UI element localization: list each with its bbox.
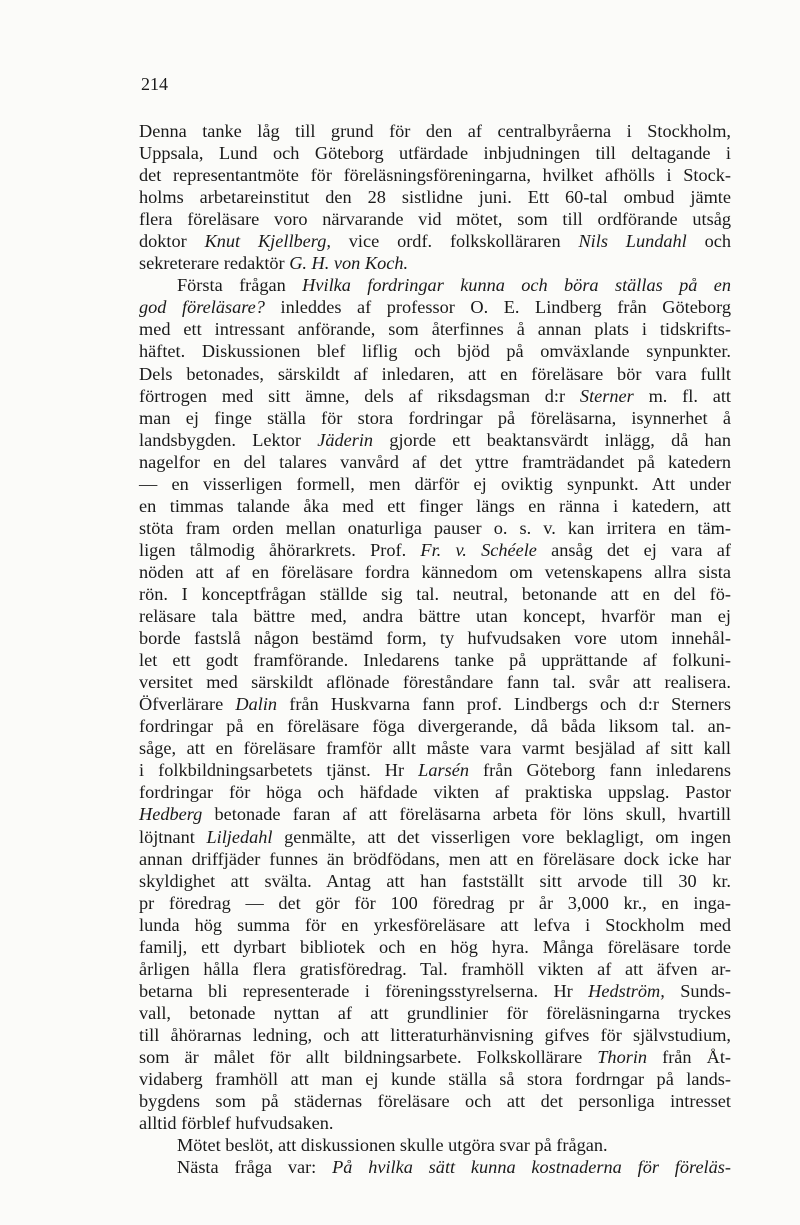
body-text [139, 120, 731, 1178]
text-line [139, 1134, 731, 1156]
text-segment: Dels betonades, särskildt af inledaren, att en föreläsare bör vara fullt [139, 363, 731, 384]
text-segment: som är målet för allt bildningsarbete. Folkskollärare [139, 1046, 598, 1067]
text-line [139, 1090, 731, 1112]
text-segment: häftet. Diskussionen blef liflig och bjöd på omväxlande synpunkter. [139, 341, 731, 362]
text-line [139, 671, 731, 693]
text-line [139, 230, 731, 252]
text-line [139, 848, 731, 870]
text-segment: sekreterare redaktör [139, 253, 290, 274]
text-segment: rön. I konceptfrågan ställde sig tal. neutral, betonande att en del fö- [139, 583, 731, 604]
text-line [139, 451, 731, 473]
text-segment: nagelfor en del talares vanvård af det yttre framträdandet på katedern [139, 451, 731, 472]
text-line [139, 803, 731, 825]
text-segment: från Åt- [647, 1046, 731, 1067]
text-segment: reläsare tala bättre med, andra bättre utan koncept, hvarför man ej [139, 606, 731, 627]
text-line [139, 605, 731, 627]
text-line [139, 120, 731, 142]
text-line [139, 296, 731, 318]
text-line [139, 517, 731, 539]
text-line [139, 473, 731, 495]
text-line [139, 1156, 731, 1178]
text-segment: let ett godt framförande. Inledarens tanke på upprättande af folkuni- [139, 650, 731, 671]
text-line [139, 407, 731, 429]
italic-text: Hvilka fordringar kunna och böra ställas på en [302, 275, 732, 296]
text-line [139, 980, 731, 1002]
text-segment: såge, att en föreläsare framför allt måste vara varmt besjälad af sitt kall [139, 738, 731, 759]
italic-text: Nils Lundahl [578, 231, 687, 252]
page-number: 214 [141, 74, 168, 94]
text-segment: doktor [139, 231, 205, 252]
italic-text: Larsén [418, 760, 469, 781]
text-segment: med ett intressant anförande, som återfinnes å annan plats i tidskrifts- [139, 319, 731, 340]
text-line [139, 1024, 731, 1046]
italic-text: Dalin [235, 694, 278, 715]
text-segment: betonade faran af att föreläsarna arbeta för löns skull, hvartill [202, 804, 731, 825]
text-line [139, 958, 731, 980]
italic-text: G. H. von Koch. [289, 253, 409, 274]
text-segment: från Göteborg fann inledarens [468, 760, 731, 781]
text-line [139, 142, 731, 164]
italic-text: Sterner [579, 385, 634, 406]
text-line [139, 715, 731, 737]
text-segment: årligen hålla flera gratisföredrag. Tal. framhöll vikten af att äfven ar- [139, 958, 731, 979]
text-segment: ansåg det ej vara af [536, 539, 731, 560]
text-segment: landsbygden. Lektor [139, 429, 318, 450]
text-segment: löjtnant [139, 826, 207, 847]
italic-text: god föreläsare? [139, 297, 265, 318]
text-segment: till åhörarnas ledning, och att litteraturhänvisning gifves för självstudium, [139, 1024, 731, 1045]
text-line [139, 164, 731, 186]
text-line [139, 363, 731, 385]
text-segment: Mötet beslöt, att diskussionen skulle utgöra svar på frågan. [177, 1135, 608, 1156]
text-segment: gjorde ett beaktansvärdt inlägg, då han [373, 429, 731, 450]
text-segment: i folkbildningsarbetets tjänst. Hr [139, 760, 419, 781]
text-segment: Sunds- [664, 980, 731, 1001]
text-line [139, 1112, 731, 1134]
italic-text: Knut Kjellberg, [204, 231, 331, 252]
text-line [139, 583, 731, 605]
italic-text: Liljedahl [206, 826, 273, 847]
text-line [139, 252, 731, 274]
text-line [139, 914, 731, 936]
text-line [139, 208, 731, 230]
text-segment: Uppsala, Lund och Göteborg utfärdade inbjudningen till deltagande i [139, 143, 731, 164]
text-line [139, 429, 731, 451]
text-segment: — en visserligen formell, men därför ej oviktig synpunkt. Att under [139, 473, 731, 494]
text-line [139, 495, 731, 517]
text-segment: bygdens som på städernas föreläsare och att det personliga intresset [139, 1091, 731, 1112]
text-line [139, 1068, 731, 1090]
text-segment: fordringar för höga och häfdade vikten af praktiska uppslag. Pastor [139, 782, 731, 803]
text-segment: genmälte, att det visserligen vore beklagligt, om ingen [272, 826, 731, 847]
text-segment: alltid förblef hufvudsaken. [139, 1113, 334, 1134]
italic-text: Jäderin [317, 429, 374, 450]
text-segment: vidaberg framhöll att man ej kunde ställa så stora fordrngar på lands- [139, 1069, 731, 1090]
italic-text: Hedberg [139, 804, 203, 825]
text-line [139, 561, 731, 583]
text-segment: lunda hög summa för en yrkesföreläsare att lefva i Stockholm med [139, 914, 731, 935]
text-segment: ligen tålmodig åhörarkrets. Prof. [139, 539, 421, 560]
italic-text: Hedström, [588, 980, 665, 1001]
text-segment: borde fastslå någon bestämd form, ty hufvudsaken vore utom innehål- [139, 628, 731, 649]
italic-text: Thorin [597, 1046, 648, 1067]
text-segment: det representantmöte för föreläsningsföreningarna, hvilket afhölls i Stock- [139, 165, 731, 186]
text-segment: vice ordf. folkskolläraren [330, 231, 579, 252]
text-segment: m. fl. att [633, 385, 732, 406]
text-segment: Första frågan [177, 275, 303, 296]
text-line [139, 759, 731, 781]
text-segment: nöden att af en föreläsare fordra kännedom om vetenskapens allra sista [139, 561, 731, 582]
text-segment: annan driffjäder funnes än brödfödans, men att en föreläsare dock icke har [139, 848, 731, 869]
text-segment: flera föreläsare voro närvarande vid mötet, som till ordförande utsåg [139, 209, 731, 230]
text-segment: Denna tanke låg till grund för den af centralbyråerna i Stockholm, [139, 121, 731, 141]
text-line [139, 737, 731, 759]
text-segment: man ej finge ställa för stora fordringar på föreläsarna, isynnerhet å [139, 407, 731, 428]
text-line [139, 627, 731, 649]
text-segment: pr föredrag — det gör för 100 föredrag pr år 3,000 kr., en inga- [139, 892, 731, 913]
text-line [139, 385, 731, 407]
text-line [139, 693, 731, 715]
italic-text: På hvilka sätt kunna kostnaderna för föreläs- [332, 1157, 731, 1178]
text-segment: en timmas talande åka med ett finger längs en ränna i katedern, att [139, 495, 731, 516]
text-segment: från Huskvarna fann prof. Lindbergs och d:r Sterners [277, 694, 731, 715]
text-segment: holms arbetareinstitut den 28 sistlidne juni. Ett 60-tal ombud jämte [139, 187, 731, 208]
text-segment: versitet med särskildt aflönade föreståndare fann tal. svår att realisera. [139, 672, 731, 693]
text-line [139, 539, 731, 561]
text-line [139, 1046, 731, 1068]
text-segment: Nästa fråga var: [177, 1157, 333, 1178]
text-segment: skyldighet att svälta. Antag att han fastställt sitt arvode till 30 kr. [139, 870, 731, 891]
text-line [139, 186, 731, 208]
text-line [139, 781, 731, 803]
text-line [139, 870, 731, 892]
text-line [139, 274, 731, 296]
italic-text: Fr. v. Schéele [420, 539, 537, 560]
text-segment: inleddes af professor O. E. Lindberg från Göteborg [264, 297, 731, 318]
text-line [139, 1002, 731, 1024]
text-segment: Öfverlärare [139, 694, 236, 715]
text-line [139, 318, 731, 340]
text-segment: fordringar på en föreläsare föga divergerande, då båda liksom tal. an- [139, 716, 731, 737]
text-segment: stöta fram orden mellan onaturliga pauser o. s. v. kan irritera en täm- [139, 517, 731, 538]
text-segment: förtrogen med sitt ämne, dels af riksdagsman d:r [139, 385, 580, 406]
text-line [139, 936, 731, 958]
text-segment: familj, ett dyrbart bibliotek och en hög hyra. Många föreläsare torde [139, 936, 731, 957]
text-line [139, 826, 731, 848]
text-segment: betarna bli representerade i föreningsstyrelserna. Hr [139, 980, 589, 1001]
text-line [139, 892, 731, 914]
text-segment: vall, betonade nyttan af att grundlinier för föreläsningarna tryckes [139, 1002, 731, 1023]
text-line [139, 649, 731, 671]
text-line [139, 340, 731, 362]
text-segment: och [686, 231, 731, 252]
